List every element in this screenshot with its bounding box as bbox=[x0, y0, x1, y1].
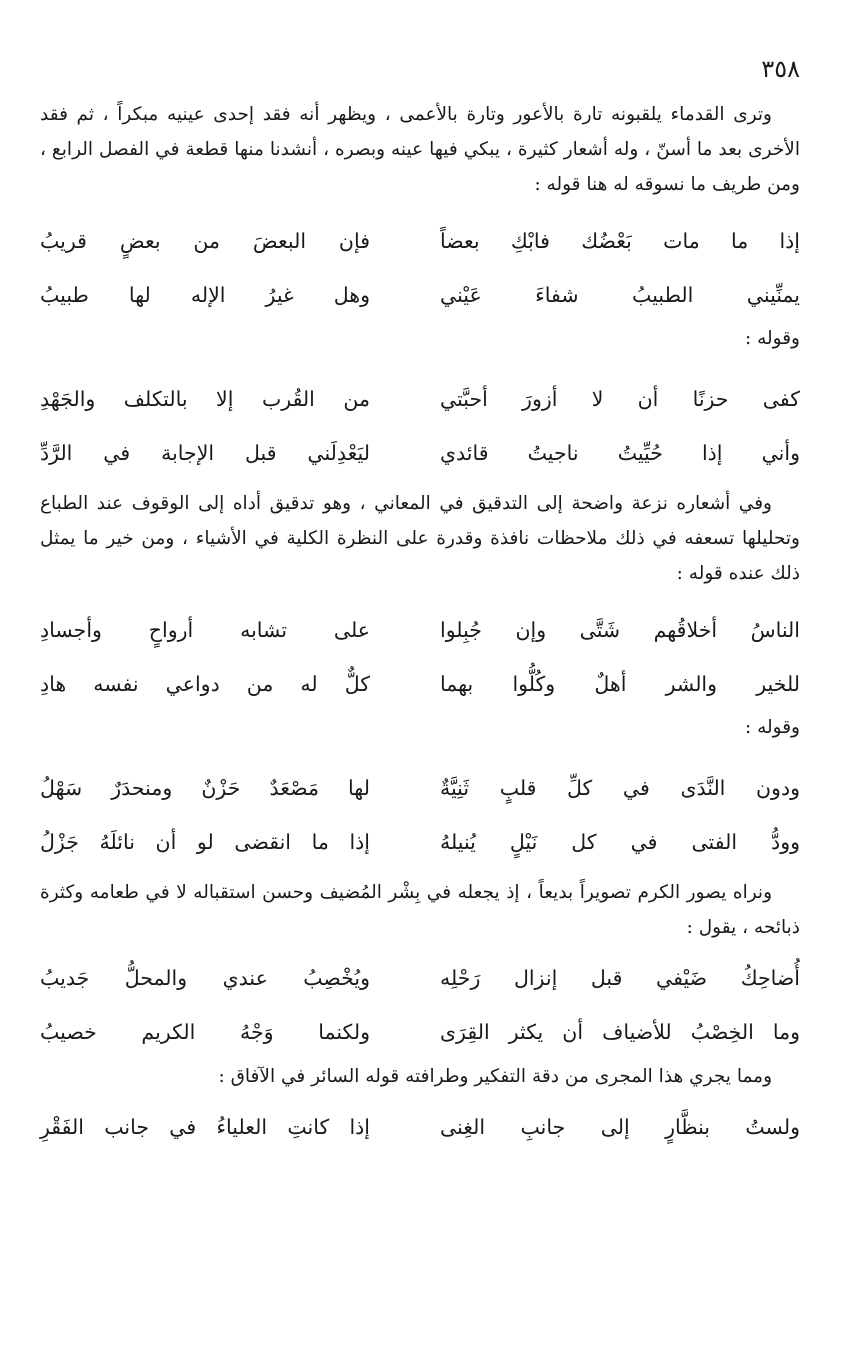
verse-5 bbox=[40, 603, 800, 657]
verse-6 bbox=[40, 657, 800, 711]
verse-10-second-hemistich: ولكنما وَجْهُ الكريم خصيبُ bbox=[40, 1020, 370, 1044]
label-qawluhu-1: وقوله : bbox=[744, 328, 800, 349]
verse-10 bbox=[40, 1005, 800, 1059]
verse-5-first-hemistich: الناسُ أخلاقُهم شَتَّى وإن جُبِلوا bbox=[440, 618, 800, 642]
verse-6-first-hemistich: للخير والشر أهلٌ وكُلُّوا بهما bbox=[440, 672, 800, 696]
verse-7-first-hemistich: ودون النَّدَى في كلِّ قلبٍ ثَنِيَّةٌ bbox=[440, 776, 800, 800]
page-number: ٣٥٨ bbox=[761, 55, 800, 83]
verse-11-second-hemistich: إذا كانتِ العلياءُ في جانب الفَقْرِ bbox=[40, 1115, 370, 1139]
verse-3 bbox=[40, 372, 800, 426]
verse-1 bbox=[40, 214, 800, 268]
verse-7 bbox=[40, 761, 800, 815]
verse-11 bbox=[40, 1100, 800, 1154]
label-qawluhu-2: وقوله : bbox=[744, 717, 800, 738]
verse-1-second-hemistich: فإن البعضَ من بعضٍ قريبُ bbox=[40, 229, 370, 253]
verse-3-second-hemistich: من القُرب إلا بالتكلف والجَهْدِ bbox=[40, 387, 370, 411]
verse-7-second-hemistich: لها مَصْعَدٌ حَزْنٌ ومنحدَرٌ سَهْلُ bbox=[40, 776, 370, 800]
verse-2-first-hemistich: يمنِّيني الطبيبُ شفاءَ عَيْني bbox=[440, 283, 800, 307]
verse-11-first-hemistich: ولستُ بنظَّارٍ إلى جانبِ الغِنى bbox=[440, 1115, 800, 1139]
verse-9-first-hemistich: أُضاحِكُ ضَيْفي قبل إنزال رَحْلِه bbox=[440, 966, 800, 990]
verse-10-first-hemistich: وما الخِصْبُ للأضياف أن يكثر القِرَى bbox=[440, 1020, 800, 1044]
verse-1-first-hemistich: إذا ما مات بَعْضُك فابْكِ بعضاً bbox=[440, 229, 800, 253]
verse-4 bbox=[40, 426, 800, 480]
verse-9 bbox=[40, 951, 800, 1005]
book-page bbox=[40, 55, 800, 1154]
paragraph-1: وترى القدماء يلقبونه تارة بالأعور وتارة بالأعمى ، ويظهر أنه فقد إحدى عينيه مبكراً ، ثم فقد الأخرى بعد ما أسنّ ، وله أشعار كثيرة ، يبكي فيها عينه وبصره ، أنشدنا منها قطعة في الفصل الرابع ، ومن طريف ما نسوقه له هنا قوله : bbox=[40, 104, 800, 195]
verse-4-first-hemistich: وأني إذا حُيِّيتُ ناجيتُ قائدي bbox=[440, 441, 800, 465]
verse-8-first-hemistich: وودُّ الفتى في كل نَيْلٍ يُنيلهُ bbox=[440, 830, 800, 854]
verse-6-second-hemistich: كلٌّ له من دواعي نفسه هادِ bbox=[40, 672, 370, 696]
paragraph-2: وفي أشعاره نزعة واضحة إلى التدقيق في المعاني ، وهو تدقيق أداه إلى الوقوف عند الطباع وتحليلها تسعفه في ذلك ملاحظات نافذة وقدرة على النظرة الكلية في الأشياء ، ومن خير ما يمثل ذلك عنده قوله : bbox=[40, 493, 800, 584]
verse-2-second-hemistich: وهل غيرُ الإله لها طبيبُ bbox=[40, 283, 370, 307]
paragraph-3: ونراه يصور الكرم تصويراً بديعاً ، إذ يجعله في بِشْر المُضيف وحسن استقباله لا في طعامه وكثرة ذبائحه ، يقول : bbox=[40, 882, 800, 938]
verse-2 bbox=[40, 268, 800, 322]
paragraph-4: ومما يجري هذا المجرى من دقة التفكير وطرافته قوله السائر في الآفاق : bbox=[218, 1066, 772, 1087]
verse-8-second-hemistich: إذا ما انقضى لو أن نائلَهُ جَزْلُ bbox=[40, 830, 370, 854]
verse-8 bbox=[40, 815, 800, 869]
verse-5-second-hemistich: على تشابه أرواحٍ وأجسادِ bbox=[40, 618, 370, 642]
verse-9-second-hemistich: ويُخْصِبُ عندي والمحلُّ جَديبُ bbox=[40, 966, 370, 990]
verse-4-second-hemistich: ليَعْدِلَني قبل الإجابة في الرَّدِّ bbox=[40, 441, 370, 465]
verse-3-first-hemistich: كفى حزنًا أن لا أزورَ أحبَّتي bbox=[440, 387, 800, 411]
